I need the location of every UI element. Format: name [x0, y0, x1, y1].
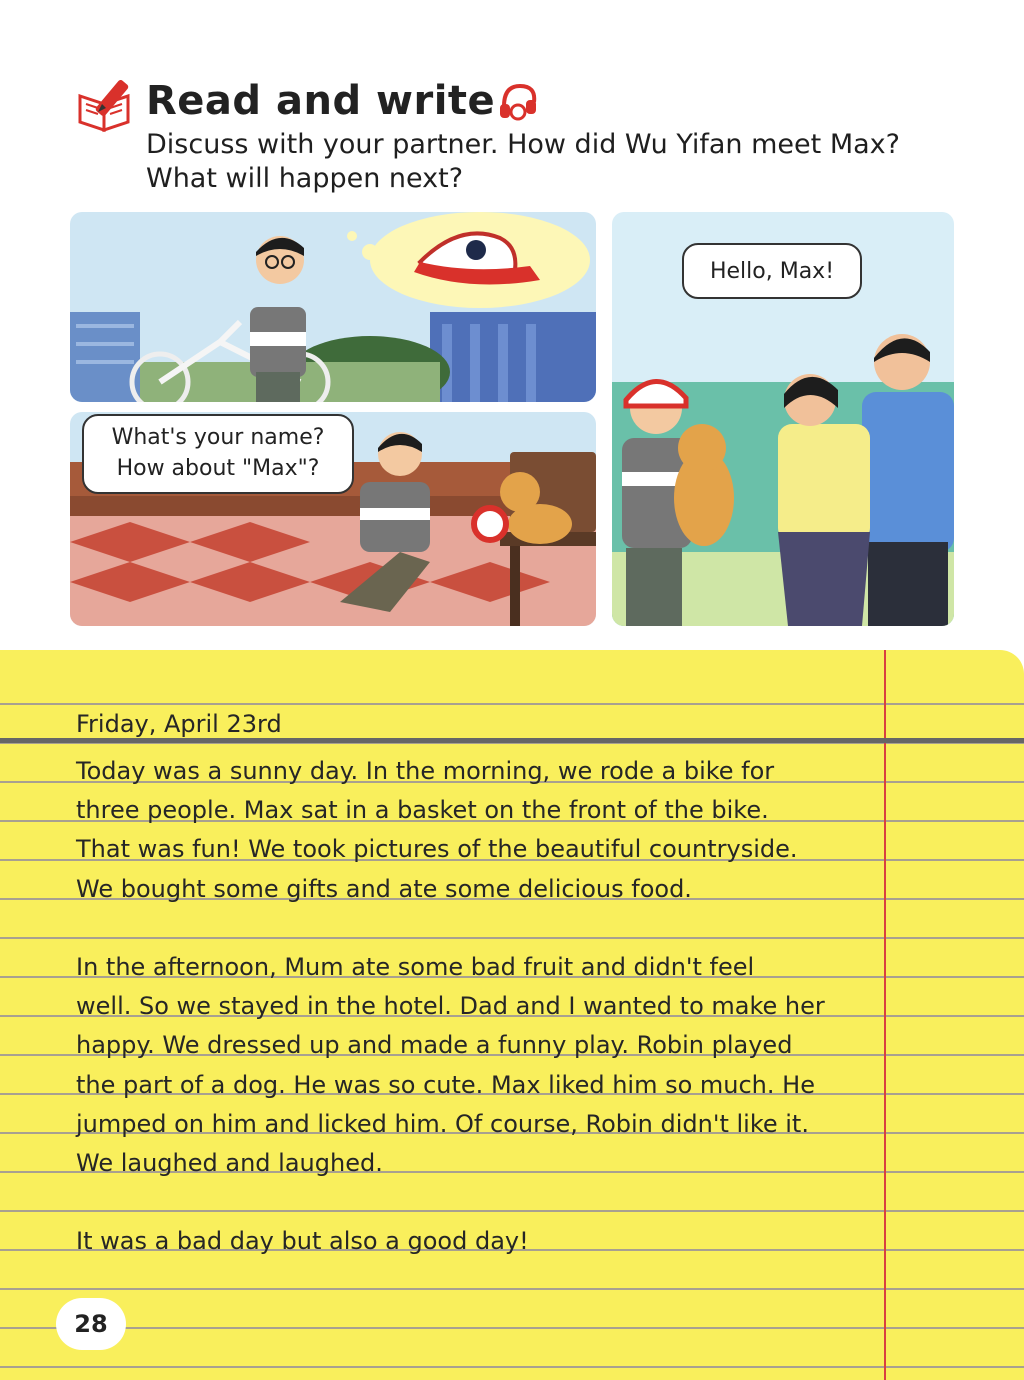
bubble-line: How about "Max"?	[116, 456, 320, 481]
diary-line: Today was a sunny day. In the morning, we rode a bike for	[76, 757, 775, 785]
diary-line: We bought some gifts and ate some delicious food.	[76, 874, 692, 903]
diary-line: It was a bad day but also a good day!	[76, 1227, 529, 1255]
diary-paragraph-3	[76, 1222, 529, 1261]
diary-line: well. So we stayed in the hotel. Dad and I wanted to make her	[76, 992, 825, 1021]
margin-line	[884, 650, 886, 1380]
diary-paragraph-2	[76, 948, 825, 1183]
bubble-line: Hello, Max!	[709, 259, 835, 284]
diary-line: three people. Max sat in a basket on the front of the bike.	[76, 796, 769, 825]
diary-line: Friday, April 23rd	[76, 710, 282, 738]
audio-icon[interactable]	[496, 80, 540, 124]
speech-bubble-hello	[682, 243, 862, 299]
speech-bubble-name	[82, 414, 354, 494]
read-write-icon	[72, 74, 142, 136]
comic-panel-1	[70, 212, 596, 402]
bubble-line: What's your name?	[111, 425, 325, 450]
diary-line: We laughed and laughed.	[76, 1148, 383, 1177]
diary-line: happy. We dressed up and made a funny play. Robin played	[76, 1031, 793, 1060]
diary-line: In the afternoon, Mum ate some bad fruit and didn't feel	[76, 953, 755, 981]
diary-line: jumped on him and licked him. Of course, Robin didn't like it.	[76, 1109, 809, 1138]
instructions: Discuss with your partner. How did Wu Yifan meet Max? What will happen next?	[146, 129, 900, 194]
diary-line: the part of a dog. He was so cute. Max liked him so much. He	[76, 1070, 815, 1099]
diary-line: That was fun! We took pictures of the beautiful countryside.	[76, 835, 798, 864]
diary-date	[76, 705, 282, 744]
page-number: 28	[56, 1298, 126, 1350]
section-title: Read and write	[146, 78, 496, 124]
diary-paragraph-1	[76, 752, 798, 909]
